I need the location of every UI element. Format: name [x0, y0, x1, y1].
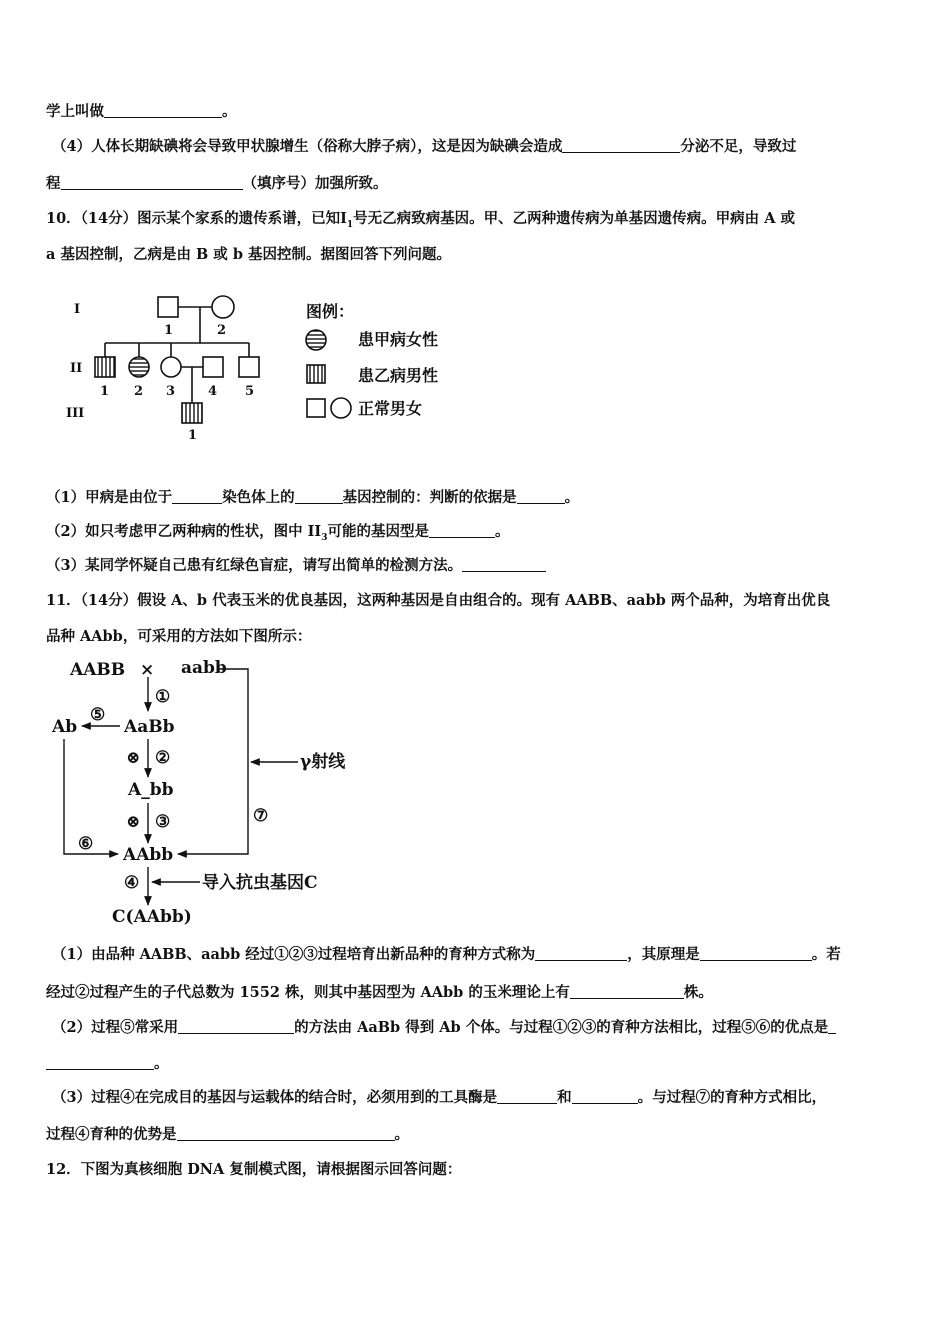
q10-stem-2: [46, 245, 451, 265]
subscript: 3: [321, 532, 328, 543]
breeding-figure: [48, 655, 368, 930]
text: （1）甲病是由位于: [46, 489, 173, 506]
haploid-ab: Ab: [52, 717, 78, 737]
q10-sub-3: [46, 556, 546, 576]
q10-stem-1: [46, 209, 795, 235]
selfing-symbol: ⊗: [126, 812, 141, 832]
parent-aabb-upper: AABB: [70, 660, 126, 680]
text: 10．（14分）图示某个家系的遗传系谱，已知Ⅰ: [46, 210, 347, 227]
answer-blank[interactable]: [172, 489, 222, 504]
selfing-symbol: ⊗: [126, 748, 141, 768]
text: 。若: [811, 946, 841, 963]
text: 分泌不足，导致过: [680, 138, 797, 155]
text: 。: [394, 1126, 409, 1143]
subscript: 1: [346, 219, 354, 230]
legend-hstripe-circle: [306, 330, 326, 350]
text: 。: [564, 489, 580, 506]
text: 和: [557, 1089, 572, 1106]
text: 株。: [683, 984, 713, 1001]
q11-sub-3a: [52, 1088, 826, 1108]
text: （2）过程⑤常采用: [52, 1019, 179, 1036]
q12-stem: [46, 1160, 461, 1180]
text: 可能的基因型是: [327, 523, 429, 540]
text: 学上叫做: [46, 103, 104, 120]
ii1-affected-b-male: [95, 357, 115, 377]
step-7: ⑦: [253, 806, 269, 826]
text: 染色体上的: [222, 489, 295, 506]
text: 的方法由 AaBb 得到 Ab 个体。与过程①②③的育种方法相比，过程⑤⑥的优点是: [294, 1019, 829, 1036]
text: ，其原理是: [627, 946, 700, 963]
legend-text: 患乙病男性: [358, 366, 439, 385]
answer-blank[interactable]: [570, 984, 684, 999]
c-aabb: C(AAbb): [112, 907, 192, 927]
text: 过程④育种的优势是: [46, 1126, 177, 1143]
text: （4）人体长期缺碘将会导致甲状腺增生（俗称大脖子病），这是因为缺碘会造成: [52, 138, 563, 155]
num-label: 2: [134, 384, 144, 399]
text: 。与过程⑦的育种方式相比，: [637, 1089, 827, 1106]
text: 基因控制的：判断的依据是: [342, 489, 517, 506]
answer-blank[interactable]: [46, 1055, 154, 1070]
step-2: ②: [155, 748, 171, 768]
gene-label: 导入抗虫基因C: [202, 873, 318, 893]
q11-sub-3b: [46, 1125, 409, 1145]
text: 号无乙病致病基因。甲、乙两种遗传病为单基因遗传病。甲病由 A 或: [353, 210, 796, 227]
q10-sub-2: [46, 522, 509, 548]
text: 。: [494, 523, 510, 540]
text: （1）由品种 AABB、aabb 经过①②③过程培育出新品种的育种方式称为: [52, 946, 536, 963]
q9-line-1: [46, 102, 237, 122]
answer-blank[interactable]: [429, 523, 495, 538]
q11-stem-1: [46, 591, 830, 611]
i2-female: [212, 296, 234, 318]
step-5: ⑤: [90, 705, 106, 725]
target-aabb: AAbb: [123, 845, 174, 865]
legend-text: 患甲病女性: [358, 330, 439, 349]
text: 。: [222, 103, 237, 120]
text: 。: [154, 1055, 169, 1072]
answer-blank[interactable]: [572, 1089, 638, 1104]
ii5-male: [239, 357, 259, 377]
q11-sub-2b: [46, 1054, 169, 1074]
legend-normal-square: [307, 399, 325, 417]
num-label: 1: [164, 323, 174, 338]
step-3: ③: [155, 812, 171, 832]
answer-blank[interactable]: [828, 1019, 836, 1034]
ii3-female: [161, 357, 181, 377]
answer-blank[interactable]: [178, 1019, 294, 1034]
ii4-male: [203, 357, 223, 377]
f2-a-bb: A_bb: [128, 780, 174, 800]
text: 经过②过程产生的子代总数为 1552 株，则其中基因型为 AAbb 的玉米理论上有: [46, 984, 570, 1001]
answer-blank[interactable]: [295, 489, 343, 504]
q11-stem-2: [46, 627, 311, 647]
legend-normal-circle: [331, 398, 351, 418]
text: （填序号）加强所致。: [242, 175, 388, 192]
step-1: ①: [155, 687, 171, 707]
num-label: 5: [245, 384, 255, 399]
step-6: ⑥: [78, 834, 94, 854]
text: （3）某同学怀疑自己患有红绿色盲症，请写出简单的检测方法。: [46, 557, 463, 574]
num-label: 3: [166, 384, 176, 399]
num-label: 1: [100, 384, 110, 399]
q11-sub-1a: [52, 945, 841, 965]
q9-line-2: [52, 137, 796, 157]
answer-blank[interactable]: [104, 103, 222, 118]
gen-label: II: [70, 361, 83, 376]
ii2-affected-a-female: [129, 357, 149, 377]
answer-blank[interactable]: [177, 1126, 395, 1141]
q9-line-3: [46, 174, 388, 194]
text: （3）过程④在完成目的基因与运载体的结合时，必须用到的工具酶是: [52, 1089, 498, 1106]
gamma-ray-label: γ射线: [300, 752, 346, 772]
text: 程: [46, 175, 61, 192]
iii1-affected-b-male: [182, 403, 202, 423]
num-label: 4: [208, 384, 218, 399]
text: （2）如只考虑甲乙两种病的性状，图中 II: [46, 523, 322, 540]
cross-sign: ×: [140, 660, 155, 680]
answer-blank[interactable]: [700, 946, 812, 961]
answer-blank[interactable]: [517, 489, 565, 504]
q11-sub-2a: [52, 1018, 836, 1038]
text: 12．下图为真核细胞 DNA 复制模式图，请根据图示回答问题：: [46, 1161, 462, 1178]
text: 品种 AAbb，可采用的方法如下图所示：: [46, 628, 312, 645]
text: a 基因控制，乙病是由 B 或 b 基因控制。据图回答下列问题。: [46, 246, 452, 263]
q10-sub-1: [46, 488, 579, 508]
parent-aabb-lower: aabb: [181, 658, 227, 678]
f1-aabb: AaBb: [124, 717, 175, 737]
num-label: 1: [188, 428, 198, 443]
num-label: 2: [217, 323, 227, 338]
gen-label: III: [66, 406, 85, 421]
q11-sub-1b: [46, 983, 713, 1003]
gen-label: I: [74, 302, 81, 317]
text: 11．（14分）假设 A、b 代表玉米的优良基因，这两种基因是自由组合的。现有 AABB、aabb 两个品种，为培育出优良: [46, 592, 831, 609]
legend-vstripe-square: [307, 365, 325, 383]
legend-title: 图例：: [306, 302, 355, 321]
answer-blank[interactable]: [462, 557, 546, 572]
answer-blank[interactable]: [61, 175, 243, 190]
legend-text: 正常男女: [358, 399, 423, 418]
step-4: ④: [124, 873, 140, 893]
pedigree-figure: [60, 285, 480, 455]
answer-blank[interactable]: [535, 946, 627, 961]
i1-male: [158, 297, 178, 317]
answer-blank[interactable]: [497, 1089, 557, 1104]
answer-blank[interactable]: [562, 138, 680, 153]
